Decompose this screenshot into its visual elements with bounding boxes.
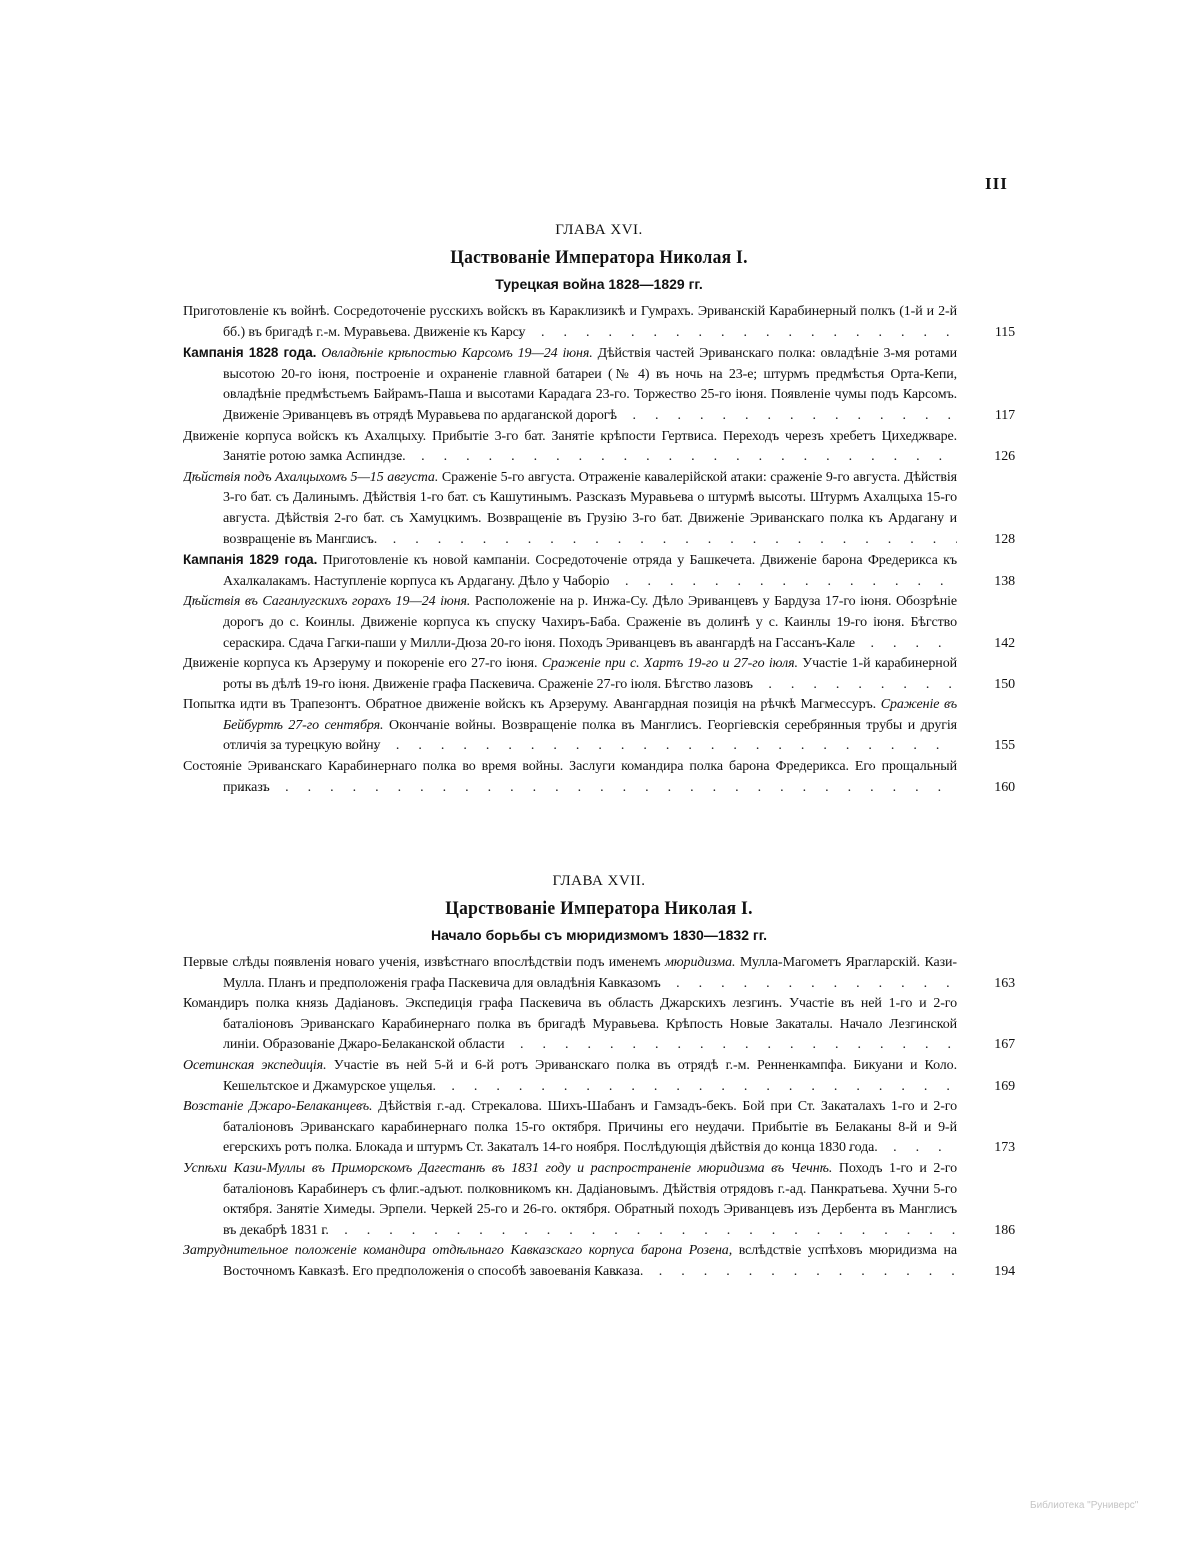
page-number: 194 xyxy=(957,1262,1015,1283)
page-number: 167 xyxy=(957,1035,1015,1056)
entry-italic-text: Дѣйствія подъ Ахалцыхомъ 5—15 августа. xyxy=(183,469,439,485)
entry-text: Сраженіе 5-го августа. Отраженіе кавалерійской атаки: сраженіе 9-го августа. Дѣйствія 3-го бат. съ Далинымъ. Дѣйствія 1-го бат. съ Кашутинымъ. Разсказъ Муравьева о штурмѣ высоты. Штурмъ Ахалцыха 15-го августа. Дѣйствія 2-го бат. съ Хамуцкимъ. Возвращеніе въ Грузію 3-го бат. Движеніе Эриванскаго полка къ Ардагану и возвращеніе въ Манглисъ. xyxy=(223,469,958,547)
entry-italic-text: Дѣйствія въ Саганлугскихъ горахъ 19—24 іюня. xyxy=(183,594,471,610)
entry-text: Попытка идти въ Трапезонтъ. Обратное движеніе войскъ къ Арзеруму. Авангардная позиція на рѣчкѣ Магмессуръ. xyxy=(183,697,881,713)
chapter-title: Царствованіе Императора Николая I. xyxy=(445,898,753,919)
entry-text: вслѣдствіе успѣховъ мюридизма на Восточномъ Кавказѣ. Его предположенія о способѣ завоеванія Кавказа. xyxy=(223,1243,957,1279)
page-number: 142 xyxy=(957,634,1015,655)
entry-text: Дѣйствія г.-ад. Стрекалова. Шихъ-Шабанъ и Гамзадъ-бекъ. Бой при Ст. Закаталахъ 1-го и 2-го баталіоновъ Эриванскаго карабинернаго полка 15-го октября. Причины его неудачи. Прибытіе въ Белаканы 8-й и 9-й егерскихъ ротъ полка. Блокада и штурмъ Ст. Закаталъ 14-го ноября. Послѣдующія дѣйствія до конца 1830 года. xyxy=(223,1099,957,1156)
page-number: 163 xyxy=(957,974,1015,995)
entry-italic-text: Овладѣніе крѣпостью Карсомъ 19—24 іюня. xyxy=(316,346,593,362)
toc-entry xyxy=(183,757,1015,798)
entry-heading: Кампанія 1828 года. xyxy=(183,345,317,361)
chapter-17 xyxy=(183,873,1015,1283)
toc-entry xyxy=(183,1056,1015,1097)
page-number: 128 xyxy=(957,530,1015,551)
entry-text: Походъ 1-го и 2-го баталіоновъ Карабинеръ съ флиг.-адъют. полковникомъ кн. Дадіановымъ. Дѣйствія отрядовъ г.-ад. Панкратьева. Хучни 5-го октября. Занятіе Химеды. Эрпели. Черкей 25-го и 26-го. октября. Обратный походъ Эриванцевъ изъ Дербента въ Манглисъ въ декабрѣ 1831 г. xyxy=(223,1160,957,1238)
entry-italic-text: Осетинская экспедиція. xyxy=(183,1057,327,1073)
entry-italic-text: Затруднительное положеніе командира отдѣльнаго Кавказскаго корпуса барона Розена, xyxy=(183,1243,733,1259)
entry-heading: Кампанія 1829 года. xyxy=(183,552,318,568)
toc-entry xyxy=(183,550,1015,592)
entry-text: Движеніе корпуса войскъ къ Ахалцыху. Прибытіе 3-го бат. Занятіе крѣпости Гертвиса. Переходъ черезъ хребетъ Цихеджваре. Занятіе ротою замка Аспиндзе. xyxy=(183,428,957,465)
toc-entries xyxy=(183,953,1015,1283)
toc-entry xyxy=(183,994,1015,1056)
page-folio: III xyxy=(985,174,1008,193)
entry-text: Приготовленіе къ войнѣ. Сосредоточеніе русскихъ войскъ въ Караклизикѣ и Гумрахъ. Эриванскій Карабинерный полкъ (1-й и 2-й бб.) въ бригадѣ г.-м. Муравьева. Движеніе къ Карсу xyxy=(183,304,957,340)
chapter-subtitle: Начало борьбы съ мюридизмомъ 1830—1832 гг. xyxy=(430,927,768,943)
toc-entry xyxy=(183,1159,1015,1241)
entry-text: Расположеніе на р. Инжа-Су. Дѣло Эриванцевъ у Бардуза 17-го іюня. Обозрѣніе дорогъ до с. Коинлы. Движеніе корпуса къ спуску Чахиръ-Баба. Сраженіе въ долинѣ у с. Каинлы 19-го іюня. Бѣгство сераскира. Сдача Гагки-паши у Милли-Дюза 20-го іюня. Походъ Эриванцевъ въ авангардѣ на Гассанъ-Кале xyxy=(223,594,958,651)
page-number: 138 xyxy=(957,572,1015,593)
toc-entry xyxy=(183,592,1015,654)
entry-text: Окончаніе войны. Возвращеніе полка въ Манглисъ. Георгіевскія серебрянныя трубы и другія отличія за турецкую войну xyxy=(223,717,958,754)
entry-italic-text: мюридизма. xyxy=(664,955,736,970)
toc-entry xyxy=(183,302,1015,343)
chapter-subtitle: Турецкая война 1828—1829 гг. xyxy=(495,276,703,292)
toc-entry xyxy=(183,953,1015,994)
toc-entry xyxy=(183,695,1015,757)
page-number: 169 xyxy=(957,1077,1015,1098)
toc-entry xyxy=(183,343,1015,426)
chapter-heading: ГЛАВА XVII. xyxy=(552,873,646,889)
chapter-16 xyxy=(183,222,1015,798)
page-number: 150 xyxy=(957,675,1015,696)
toc-entry xyxy=(183,1241,1015,1282)
toc-entry xyxy=(183,427,1015,468)
page-number: 173 xyxy=(957,1138,1015,1159)
chapter-heading: ГЛАВА XVI. xyxy=(555,222,643,238)
entry-italic-text: Возстаніе Джаро-Белаканцевъ. xyxy=(183,1099,373,1115)
toc-entry xyxy=(183,654,1015,695)
page-number: 126 xyxy=(957,447,1015,468)
entry-text: Командиръ полка князь Дадіановъ. Экспедиція графа Паскевича въ область Джарскихъ лезгинъ. Участіе въ ней 1-го и 2-го баталіоновъ Эриванскаго Карабинернаго полка въ бригадѣ Муравьева. Крѣпость Новые Закаталы. Начало Лезгинской линіи. Образованіе Джаро-Белаканской области xyxy=(183,996,957,1053)
entry-text: Движеніе корпуса къ Арзеруму и покореніе его 27-го іюня. xyxy=(183,656,538,672)
entry-text: Участіе въ ней 5-й и 6-й ротъ Эриванскаго полка въ отрядѣ г.-м. Ренненкампфа. Бикуани и Коло. Кешельтское и Джамурское ущелья. xyxy=(223,1057,957,1094)
page-number: 155 xyxy=(957,736,1015,757)
page-number: 117 xyxy=(957,406,1015,427)
entry-text: Мулла-Магометъ Ярагларскій. Кази-Мулла. Планъ и предположенія графа Паскевича для овладѣнія Кавказомъ xyxy=(223,955,957,991)
entry-text: Дѣйствія частей Эриванскаго полка: овладѣніе 3-мя ротами высотою 20-го іюня, построеніе и охраненіе главной батареи (№ 4) въ ночь на 23-е; штурмъ предмѣстья Орта-Кепи, овладѣніе предмѣстьемъ Байрамъ-Паша и высотами Карадага 23-го. Торжество 25-го іюня. Появленіе чумы подъ Карсомъ. Движеніе Эриванцевъ въ отрядѣ Муравьева по ардаганской дорогѣ xyxy=(223,346,957,423)
chapter-title: Цаствованіе Императора Николая I. xyxy=(450,247,748,268)
entry-text: Приготовленіе къ новой кампаніи. Сосредоточеніе отряда у Башкечета. Движеніе барона Фредерикса къ Ахалкалакамъ. Наступленіе корпуса къ Ардагану. Дѣло у Чаборіо xyxy=(223,553,957,589)
toc-entry xyxy=(183,468,1015,550)
entry-italic-text: Успѣхи Кази-Муллы въ Приморскомъ Дагестанѣ въ 1831 году и распространеніе мюридизма въ Чечнѣ. xyxy=(183,1160,833,1176)
toc-entries xyxy=(183,302,1015,798)
entry-italic-text: Сраженіе въ Бейбуртѣ 27-го сентября. xyxy=(223,697,958,733)
page-number: 115 xyxy=(957,323,1015,344)
library-watermark: Библиотека "Руниверс" xyxy=(1030,1500,1139,1511)
toc-entry xyxy=(183,1097,1015,1159)
entry-text: Первые слѣды появленія новаго ученія, извѣстнаго впослѣдствіи подъ именемъ xyxy=(183,955,665,970)
entry-text: Состояніе Эриванскаго Карабинернаго полка во время войны. Заслуги командира полка барона Фредерикса. Его прощальный приказъ xyxy=(183,759,957,795)
page-number: 160 xyxy=(957,778,1015,799)
page-number: 186 xyxy=(957,1221,1015,1242)
entry-italic-text: Сраженіе при с. Хартъ 19-го и 27-го іюля. xyxy=(537,656,798,672)
entry-text: Участіе 1-й карабинерной роты въ дѣлѣ 19-го іюня. Движеніе графа Паскевича. Сраженіе 27-го іюля. Бѣгство лазовъ xyxy=(223,656,957,692)
